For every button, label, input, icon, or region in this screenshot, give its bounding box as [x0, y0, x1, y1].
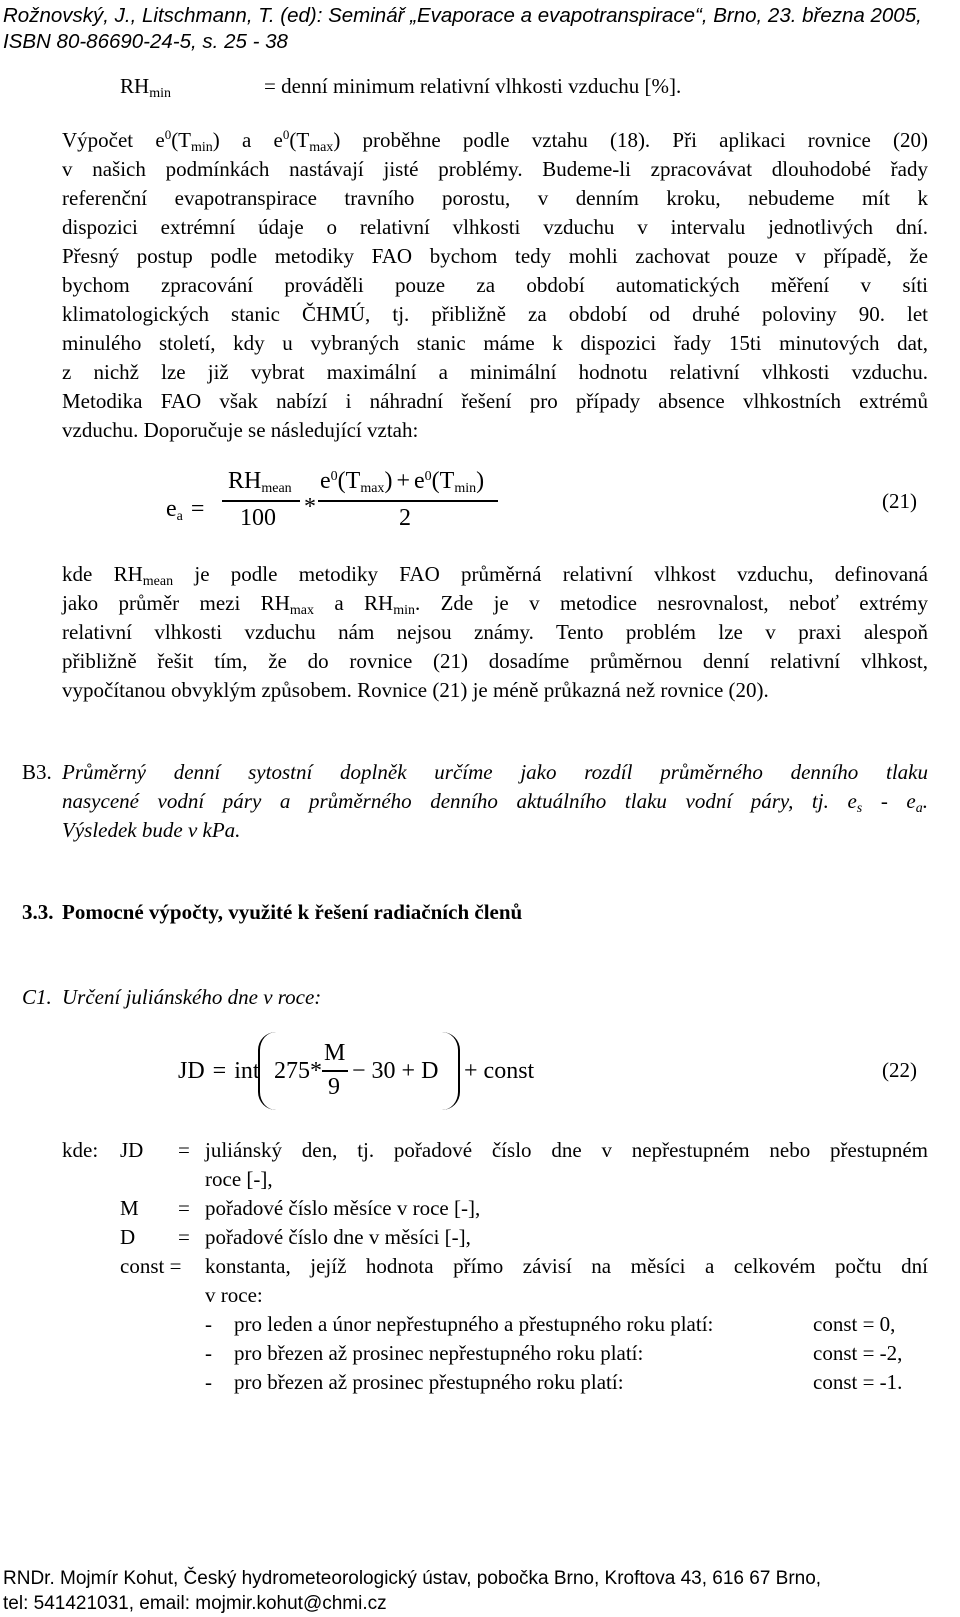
para1-last-line: vzduchu. Doporučuje se následující vztah:: [62, 418, 419, 442]
para2-line: přibližně řešit tím, že do rovnice (21) dosadíme průměrnou denní relativní vlhkost,: [62, 649, 928, 673]
header-citation: Rožnovský, J., Litschmann, T. (ed): Seminář „Evaporace a evapotranspirace“, Brno, 23. března 2005,: [3, 4, 922, 27]
b3-line-1: Průměrný denní sytostní doplněk určíme jako rozdíl průměrného denního tlaku: [62, 760, 928, 784]
def-symbol: M: [120, 1196, 139, 1220]
def-const-line-2: v roce:: [205, 1283, 263, 1307]
def-symbol: D: [120, 1225, 136, 1249]
para1-line: klimatologických stanic ČHMÚ, tj. přibližně za období od druhé poloviny 90. let: [62, 302, 928, 326]
para1-line: dispozici extrémní údaje o relativní vlhkosti vzduchu v intervalu jednotlivých dní.: [62, 215, 928, 239]
footer: [3, 1566, 953, 1616]
para1-line: Přesný postup podle metodiky FAO bychom tedy mohli zachovat pouze v případě, že: [62, 244, 928, 268]
fraction-bar: [222, 500, 300, 502]
para1-line-1: Výpočet $e^0(T_{min})$ a $e^0(T_{max})$ proběhne podle vztahu (18). Při aplikaci rovnice (20): [62, 127, 928, 155]
rh-min-definition: $RH_{min}$ = denní minimum relativní vlhkosti vzduchu [%].: [120, 74, 682, 101]
para1-line: v našich podmínkách nastávají jisté problémy. Budeme-li zpracovávat dlouhodobé řady: [62, 157, 928, 181]
c1-text: Určení juliánského dne v roce:: [62, 985, 322, 1009]
def-m-text: pořadové číslo měsíce v roce [-],: [205, 1196, 481, 1220]
fraction-bar: [322, 1070, 348, 1072]
para1-line: minulého století, kdy u vybraných stanic máme k dispozici řady 15ti minutových dat,: [62, 331, 928, 355]
b3-label: B3.: [22, 760, 52, 784]
running-header: [3, 3, 953, 55]
footer-author: RNDr. Mojmír Kohut, Český hydrometeorologický ústav, pobočka Brno, Kroftova 43, 616 67 Brno,: [3, 1568, 822, 1589]
def-symbol: const =: [120, 1254, 182, 1278]
para2-line-2: jako průměr mezi $RH_{max}$ a $RH_{min}$. Zde je v metodice nesrovnalost, neboť extrémy: [62, 591, 928, 618]
para1-line: Metodika FAO však nabízí i náhradní řešení pro případy absence vlhkostních extrémů: [62, 389, 928, 413]
fraction-bar: [318, 500, 498, 502]
section-number: 3.3.: [22, 900, 54, 924]
para2-line: relativní vlhkosti vzduchu nám nejsou známy. Tento problém lze v praxi alespoň: [62, 620, 928, 644]
def-jd-line-1: juliánský den, tj. pořadové číslo dne v nepřestupném nebo přestupném: [205, 1138, 928, 1162]
right-paren: [442, 1032, 460, 1110]
footer-contact: tel: 541421031, email: mojmir.kohut@chmi.cz: [3, 1593, 387, 1614]
header-isbn: ISBN 80-86690-24-5, s. 25 - 38: [3, 30, 288, 53]
def-symbol: JD: [120, 1138, 144, 1162]
b3-line-2: nasycené vodní páry a průměrného denního aktuálního tlaku vodní páry, tj. $e_s - e_a$.: [62, 789, 928, 816]
c1-label: C1.: [22, 985, 52, 1009]
b3-line-3: Výsledek bude v kPa.: [62, 818, 241, 842]
para2-line-1: kde $RH_{mean}$ je podle metodiky FAO průměrná relativní vlhkost vzduchu, definovaná: [62, 562, 929, 589]
section-title: Pomocné výpočty, využité k řešení radiačních členů: [62, 900, 523, 924]
para1-line: z nichž lze již vybrat maximální a minimální hodnotu relativní vlhkosti vzduchu.: [62, 360, 928, 384]
def-d-text: pořadové číslo dne v měsíci [-],: [205, 1225, 471, 1249]
equation-number: (22): [882, 1058, 917, 1082]
para1-line: bychom zpracování prováděli pouze za období automatických měření v síti: [62, 273, 928, 297]
equation-number: (21): [882, 489, 917, 513]
para2-last-line: vypočítanou obvyklým způsobem. Rovnice (21) je méně průkazná než rovnice (20).: [62, 678, 769, 702]
def-jd-line-2: roce [-],: [205, 1167, 273, 1191]
para1-line: referenční evapotranspirace travního porostu, v denním kroku, nebudeme mít k: [62, 186, 928, 210]
def-const-line-1: konstanta, jejíž hodnota přímo závisí na měsíci a celkovém počtu dní: [205, 1254, 928, 1278]
kde-label: kde:: [62, 1138, 99, 1162]
